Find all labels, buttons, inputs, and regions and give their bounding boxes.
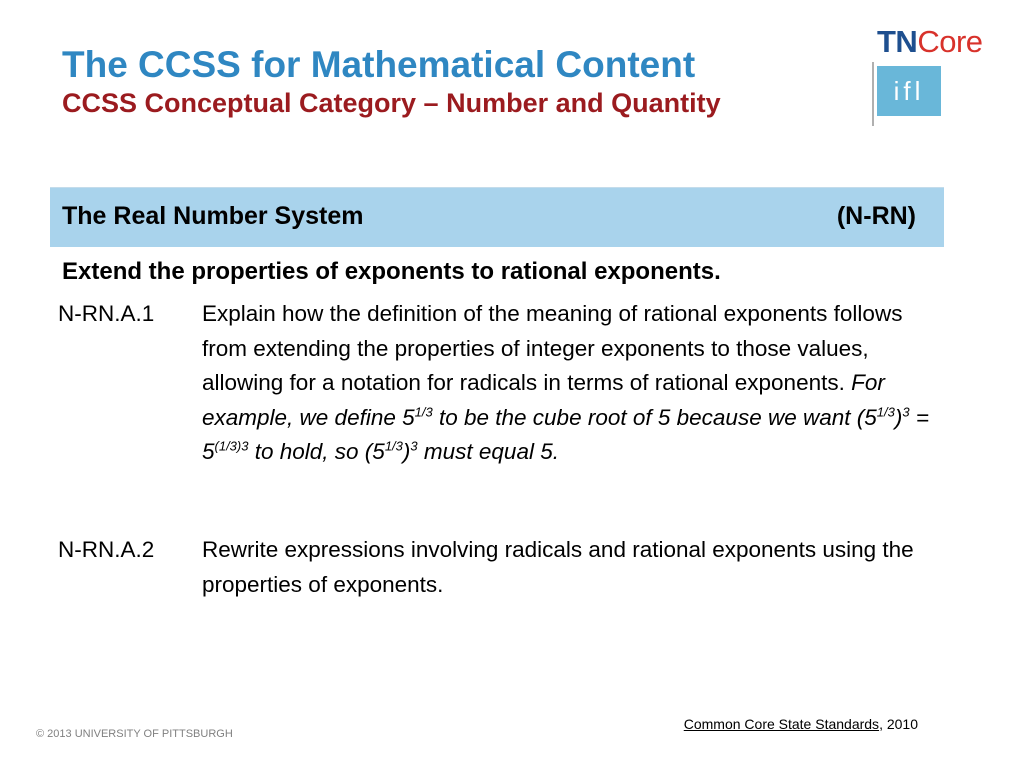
example-exponent: (1/3)3 xyxy=(214,438,249,454)
example-text: For example, we define 5 xyxy=(202,370,885,430)
example-exponent: 1/3 xyxy=(876,404,895,419)
example-exponent: 1/3 xyxy=(414,404,433,419)
slide-title: The CCSS for Mathematical Content xyxy=(62,44,696,85)
example-text: to be the cube root of 5 because we want (5 xyxy=(432,404,877,430)
example-exponent: 3 xyxy=(410,438,418,454)
example-text: = 5 xyxy=(202,404,929,464)
citation-link[interactable]: Common Core State Standards xyxy=(683,716,880,732)
copyright-notice: © 2013 UNIVERSITY OF PITTSBURGH xyxy=(36,728,233,740)
slide-subtitle: CCSS Conceptual Category – Number and Quantity xyxy=(62,88,721,118)
domain-title: The Real Number System xyxy=(62,202,364,230)
example-text: ) xyxy=(894,404,903,430)
citation-year: , 2010 xyxy=(879,716,918,732)
cluster-heading: Extend the properties of exponents to rational exponents. xyxy=(62,258,721,285)
standard-code: N-RN.A.2 xyxy=(58,537,155,562)
logo-tn-text: TN xyxy=(877,24,918,59)
ifl-logo: ifl xyxy=(877,66,941,116)
example-exponent: 1/3 xyxy=(384,438,403,454)
logo-divider xyxy=(872,62,874,126)
example-text: to hold, so (5 xyxy=(248,439,385,464)
tncore-logo xyxy=(877,24,983,60)
example-exponent: 3 xyxy=(902,404,910,419)
citation xyxy=(684,715,918,733)
example-text: must equal 5. xyxy=(417,439,559,464)
standard-text: Rewrite expressions involving radicals and rational exponents using the properties of exponents. xyxy=(202,537,914,597)
domain-banner xyxy=(50,187,944,247)
domain-code: (N-RN) xyxy=(836,202,916,230)
standard-text xyxy=(202,297,942,470)
example-text: ) xyxy=(402,439,411,464)
standard-code: N-RN.A.1 xyxy=(58,301,155,326)
logo-core-text: Core xyxy=(917,24,983,59)
standard-description: Explain how the definition of the meaning of rational exponents follows from extending the properties of integer exponents to those values, allowing for a notation for radicals in terms of rational exponents. xyxy=(202,301,903,395)
